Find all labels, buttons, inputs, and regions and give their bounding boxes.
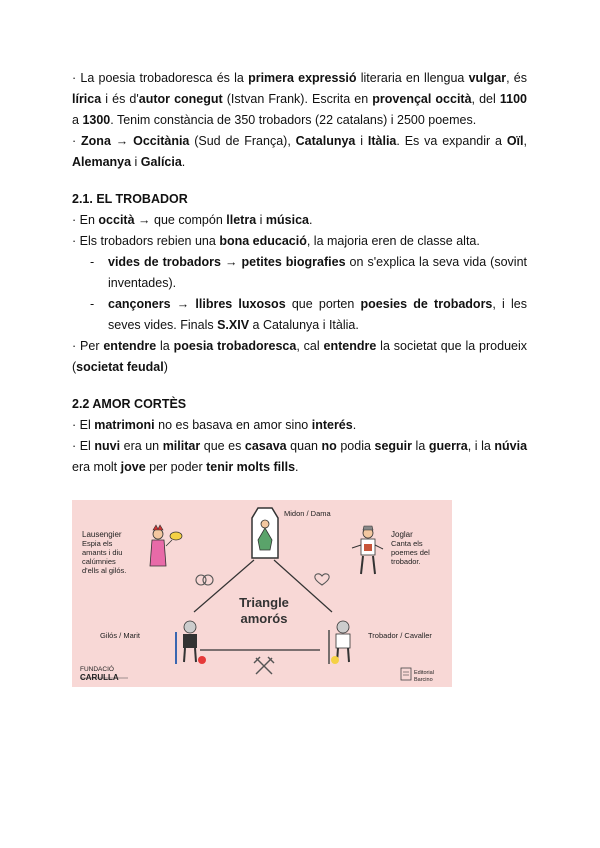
- trobador-paragraph-2: · Els trobadors rebien una bona educació, la majoria eren de classe alta.: [72, 234, 480, 248]
- section-heading-trobador: 2.1. EL TROBADOR: [72, 192, 188, 206]
- barcino-brand: Editorial Barcino: [414, 670, 434, 683]
- fundacio-carulla-brand: FUNDACIÓ CARULLA: [80, 666, 119, 682]
- amor-paragraph-2: · El nuvi era un militar que es casava quan no podia seguir la guerra, i la núvia era molt jove per poder tenir molts fills.: [72, 439, 528, 474]
- section-heading-amor-cortes: 2.2 AMOR CORTÈS: [72, 397, 187, 411]
- figure-title-line-1: Triangle: [239, 595, 289, 610]
- lausengier-icon: [150, 525, 182, 566]
- dama-icon: [252, 508, 278, 558]
- figure-title-line-2: amorós: [240, 611, 288, 626]
- heart-icon: [315, 574, 329, 585]
- trobador-list: [72, 252, 527, 336]
- lausengier-label: Lausengier Espia els amants i diu calúmnies d'ells al gilós.: [82, 530, 127, 575]
- trobador-paragraph-1: · En occità → que compón lletra i música.: [72, 213, 313, 227]
- list-item: - vides de trobadors → petites biografies on s'explica la seva vida (sovint inventades).: [90, 255, 527, 290]
- intro-paragraph-1: · La poesia trobadoresca és la primera expressió literaria en llengua vulgar, és lírica i és d'autor conegut (Istvan Frank). Escrita en provençal occità, del 1100 a 1300. Tenim constància de 350 trobadors (22 catalans) i 2500 poemes.: [72, 71, 527, 127]
- figure-drawing: [72, 500, 452, 687]
- trobador-paragraph-3: · Per entendre la poesia trobadoresca, cal entendre la societat que la produeix (societat feudal): [72, 339, 528, 374]
- document-body: [72, 68, 527, 478]
- intro-paragraph-2: · Zona → Occitània (Sud de França), Catalunya i Itàlia. Es va expandir a Oïl, Alemanya i Galícia.: [72, 134, 527, 169]
- crossed-swords-icon: [254, 657, 274, 674]
- gilos-icon: [176, 621, 206, 664]
- trobador-label: Trobador / Cavaller: [368, 631, 432, 640]
- gilos-label: Gilós / Marit: [100, 631, 141, 640]
- triangle-amoros-figure: [72, 500, 452, 687]
- trobador-icon: [329, 621, 350, 664]
- figure-title: [219, 595, 309, 627]
- joglar-icon: [352, 526, 383, 574]
- dama-label: Midon / Dama: [284, 509, 331, 518]
- rings-icon: [196, 575, 213, 585]
- list-item: - cançoners → llibres luxosos que porten poesies de trobadors, i les seves vides. Finals S.XIV a Catalunya i Itàlia.: [90, 297, 527, 332]
- amor-paragraph-1: · El matrimoni no es basava en amor sino interés.: [72, 418, 357, 432]
- barcino-logo: [401, 668, 411, 680]
- joglar-label: Joglar Canta els poemes del trobador.: [391, 530, 430, 566]
